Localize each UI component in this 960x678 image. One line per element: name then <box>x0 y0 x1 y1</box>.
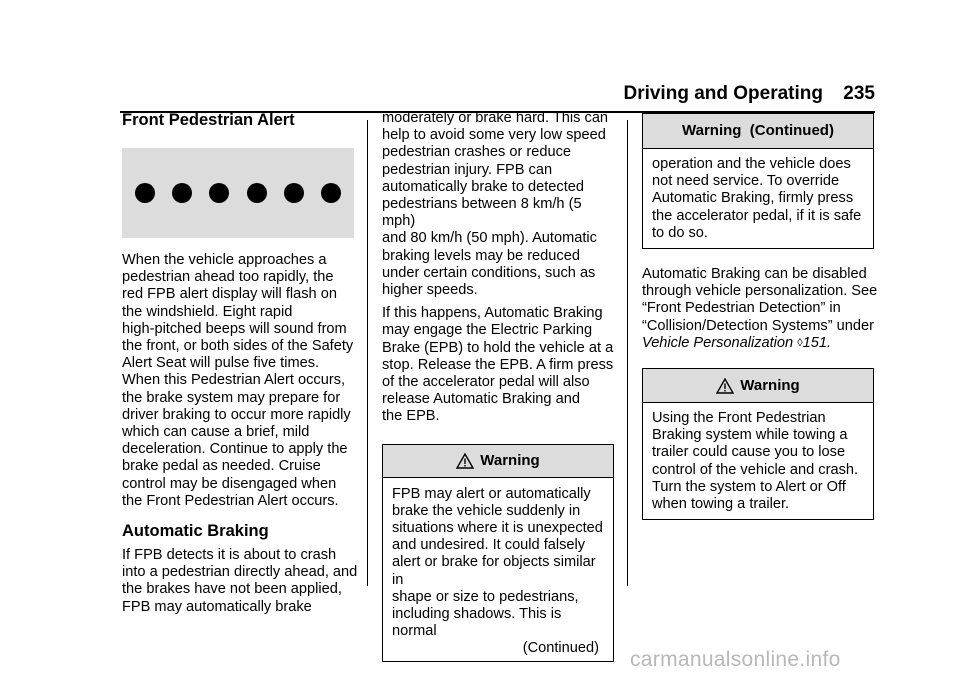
paragraph-epb: If this happens, Automatic Braking may engage the Electric Parking Brake (EPB) to hold the vehicle at a stop. Release the EPB. A firm press of the accelerator pedal will also release Automatic Braking and the EPB. <box>382 305 614 425</box>
column-3 <box>642 110 878 520</box>
warning-title: Warning <box>480 452 540 470</box>
alert-display-illustration <box>122 148 354 238</box>
alert-light-icon <box>247 183 267 203</box>
warning-towing-text: Using the Front Pedestrian Braking system while towing a trailer could cause you to lose control of the vehicle and crash. Turn the system to Alert or Off when towing a trailer. <box>652 410 859 513</box>
column-divider-2 <box>627 120 628 586</box>
warning-towing-header <box>643 369 873 403</box>
alert-light-icon <box>135 183 155 203</box>
warning-text: FPB may alert or automatically brake the vehicle suddenly in situations where it is unexpected and undesired. It could falsely alert or brake for objects similar in shape or size to pedestrians, including shadows. This is normal (Continued) <box>383 478 613 661</box>
page-reference-icon: ◊ <box>797 336 803 349</box>
paragraph-alert: When the vehicle approaches a pedestrian ahead too rapidly, the red FPB alert display will flash on the windshield. Eight rapid high-pitched beeps will sound from the front, or both sides of the Safety Alert Seat will pulse five times. When this Pedestrian Alert occurs, the brake system may prepare for driver braking to occur more rapidly which can cause a brief, mild deceleration. Continue to apply the brake pedal as needed. Cruise control may be disengaged when the Front Pedestrian Alert occurs. <box>122 252 354 509</box>
alert-light-icon <box>321 183 341 203</box>
heading-front-pedestrian-alert: Front Pedestrian Alert <box>122 111 295 129</box>
warning-continued-header <box>643 114 873 149</box>
alert-light-icon <box>209 183 229 203</box>
column-2 <box>382 110 618 662</box>
warning-continued-title: Warning (Continued) <box>682 122 834 140</box>
warning-towing-box <box>642 368 874 520</box>
warning-header <box>383 445 613 478</box>
cross-reference-page[interactable]: 151. <box>802 334 832 351</box>
continued-label: (Continued) <box>522 640 599 657</box>
paragraph-disable-braking: Automatic Braking can be disabled through vehicle personalization. See “Front Pedestrian Detection” in “Collision/Detection Systems” under Vehicle Personalization ◊151. <box>642 266 878 351</box>
warning-box <box>382 444 614 662</box>
paragraph-braking-speeds: moderately or brake hard. This can help to avoid some very low speed pedestrian crashes or reduce pedestrian injury. FPB can automatically brake to detected pedestrians between 8 km/h (5 mph) and 80 km/h (50 mph). Automatic braking levels may be reduced under certain conditions, such as higher speeds. <box>382 110 609 299</box>
paragraph-automatic-braking: If FPB detects it is about to crash into a pedestrian directly ahead, and the brakes have not been applied, FPB may automatically brake <box>122 547 358 615</box>
warning-continued-text: operation and the vehicle does not need service. To override Automatic Braking, firmly press the accelerator pedal, if it is safe to do so. <box>652 156 862 241</box>
page-number: 235 <box>843 83 875 104</box>
alert-light-icon <box>284 183 304 203</box>
warning-towing-title: Warning <box>740 376 800 394</box>
cross-reference-link[interactable]: Vehicle Personalization <box>642 334 794 351</box>
column-divider-1 <box>367 120 368 586</box>
section-title: Driving and Operating <box>623 83 823 104</box>
heading-automatic-braking: Automatic Braking <box>122 522 269 541</box>
watermark: carmanualsonline.info <box>630 648 841 671</box>
page-header <box>0 82 960 106</box>
warning-icon <box>716 378 734 394</box>
alert-light-icon <box>172 183 192 203</box>
warning-continued-box <box>642 113 874 249</box>
column-1 <box>122 110 358 616</box>
warning-icon <box>456 453 474 469</box>
